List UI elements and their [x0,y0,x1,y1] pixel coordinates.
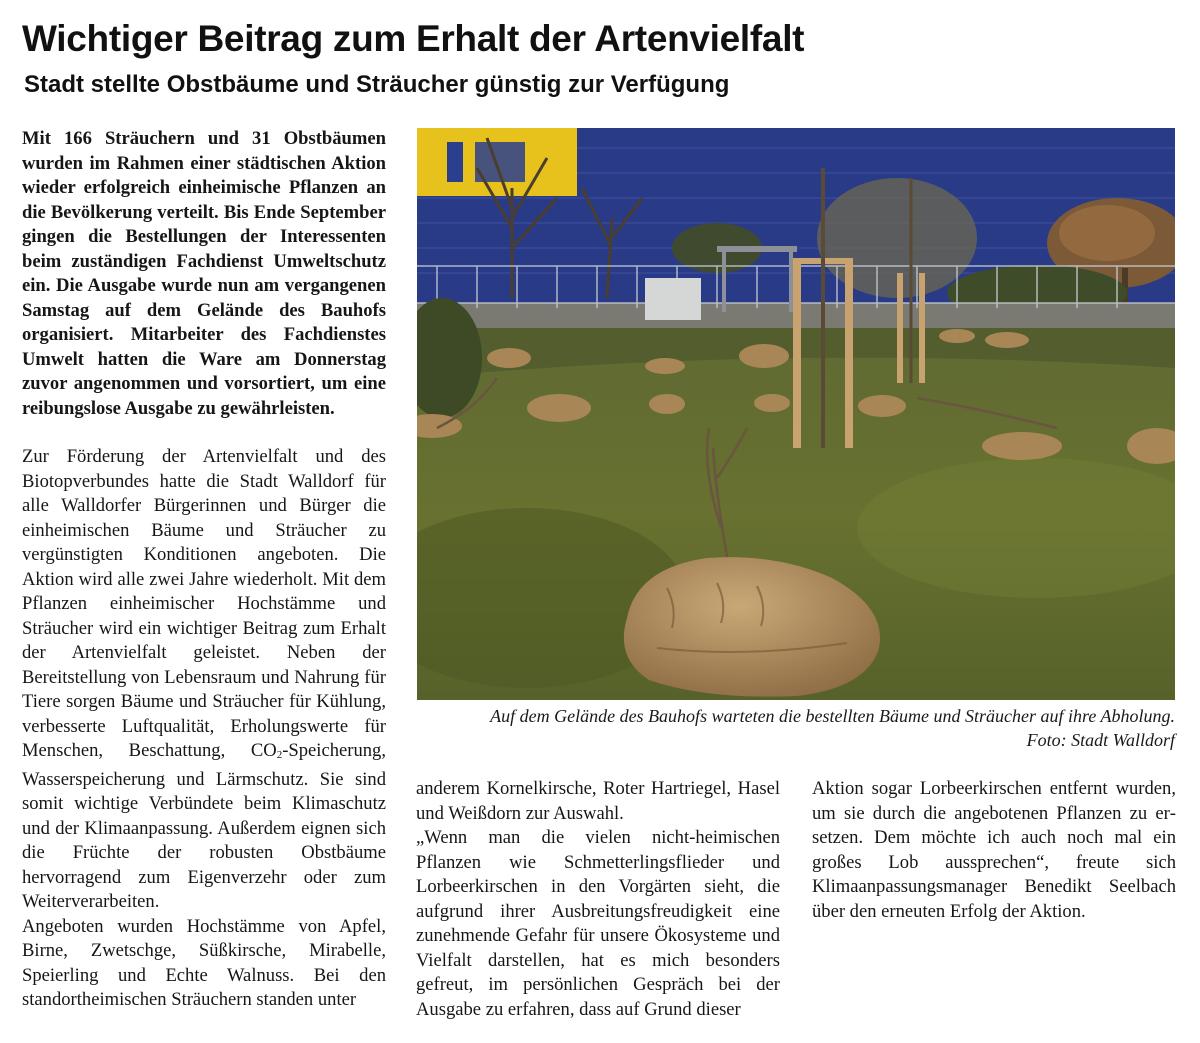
co2-subscript: 2 [276,749,283,761]
caption-text: Auf dem Gelände des Bauhofs warteten die bestellten Bäume und Sträucher auf ihre Abholung. [490,706,1175,726]
text-column-1 [22,127,386,1013]
text-column-3 [812,777,1176,924]
photo-credit: Foto: Stadt Walldorf [1026,730,1175,750]
bus-shelter [717,246,797,252]
article-title: Wichtiger Beitrag zum Erhalt der Artenvielfalt [22,18,805,59]
body-paragraph-3-continued: anderem Kornelkirsche, Roter Hartriegel, Hasel und Weißdorn zur Auswahl. [416,778,780,824]
lead-paragraph: Mit 166 Sträuchern und 31 Obstbäumen wurden im Rahmen einer städtischen Aktion wieder erfolgreich einheimische Pflanzen an die Bevölkerung verteilt. Bis Ende September gingen die Bestellungen der Interessenten beim zuständigen Fachdienst Umweltschutz ein. Die Ausgabe wurde nun am vergangenen Samstag auf dem Gelände des Bauhofs organisiert. Mitarbeiter des Fachdienstes Umwelt hatten die Ware am Donnerstag zuvor angenommen und vorsortiert, um eine reibungslose Ausgabe zu gewährleisten. [22,128,386,419]
quote-paragraph-start: „Wenn man die vielen nicht-heimischen Pflanzen wie Schmetterlingsflieder und Lorbeerkirschen in den Vorgärten sieht, die aufgrund ihrer Ausbreitungsfreudigkeit eine zunehmende Gefahr für unsere Ökosysteme und Vielfalt darstellen, hat es mich besonders gefreut, im persönlichen Gespräch bei der Ausgabe zu erfahren, dass auf Grund dieser [416,827,780,1020]
quote-paragraph-continued: Aktion sogar Lorbeerkirschen entfernt wurden, um sie durch die angebotenen Pflanzen zu ersetzen. Dem möchte ich auch noch mal ein großes Lob aussprechen“, freute sich Klimaanpassungsmanager Benedikt Seelbach über den erneuten Erfolg der Aktion. [812,778,1176,922]
body-paragraph-2 [22,445,386,915]
text-column-2 [416,777,780,1022]
body-paragraph-2-part-2: -Speicherung, Wasserspeicherung und Lärmschutz. Sie sind somit wichtige Verbündete beim Klimaschutz und der Klimaanpassung. Außerdem eignen sich die Früchte der robusten Obstbäume hervorragend zum Eigenverzehr oder zum Weiterverarbeiten. [22,740,386,912]
photo-caption [417,704,1175,752]
bauhof-tree-photo [417,128,1175,700]
article-subtitle: Stadt stellte Obstbäume und Sträucher günstig zur Verfügung [24,71,730,98]
article-photo [417,128,1175,700]
body-paragraph-2-part-1: Zur Förderung der Artenvielfalt und des Biotopverbundes hatte die Stadt Walldorf für alle Walldorfer Bürgerinnen und Bürger die einheimischen Bäume und Sträucher zu vergünstigten Konditionen angeboten. Die Aktion wird alle zwei Jahre wiederholt. Mit dem Pflanzen einheimischer Hochstämme und Sträucher wird ein wichtiger Beitrag zum Erhalt der Artenvielfalt geleistet. Neben der Bereitstellung von Lebensraum und Nahrung für Tiere sorgen Bäume und Sträucher für Kühlung, verbesserte Luftqualität, Erholungswerte für Menschen, Beschattung, CO [22,446,386,761]
body-paragraph-3-start: Angeboten wurden Hochstämme von Apfel, Birne, Zwetschge, Süßkirsche, Mirabelle, Speierling und Echte Walnuss. Bei den standortheimischen Sträuchern standen unter [22,915,386,1010]
